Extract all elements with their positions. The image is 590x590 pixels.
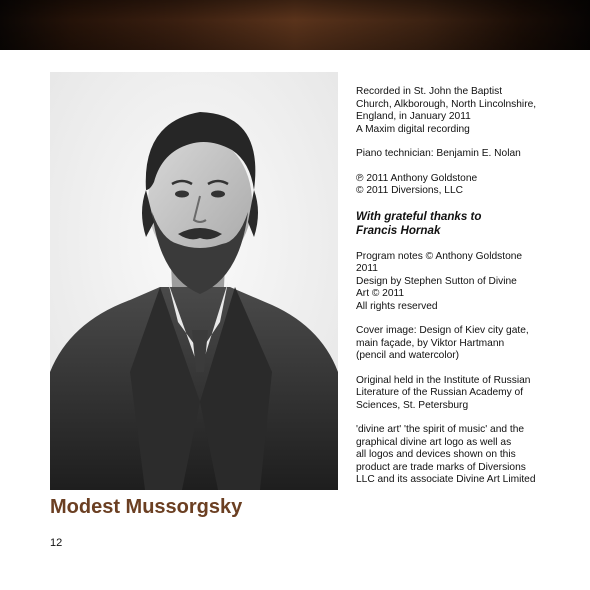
trademark-line: 'divine art' 'the spirit of music' and the <box>356 424 525 435</box>
cover-line: Cover image: Design of Kiev city gate, <box>356 325 529 336</box>
notes-line: Art © 2011 <box>356 288 405 299</box>
trademark-line: graphical divine art logo as well as <box>356 436 512 448</box>
copyright-info <box>356 173 556 198</box>
thanks-line: With grateful thanks to <box>356 209 482 223</box>
cover-image-info <box>356 325 556 363</box>
cover-line: main façade, by Viktor Hartmann <box>356 337 505 349</box>
original-line: Original held in the Institute of Russian <box>356 374 531 386</box>
recording-line: Church, Alkborough, North Lincolnshire, <box>356 98 537 110</box>
cover-line: (pencil and watercolor) <box>356 350 460 361</box>
recording-line: England, in January 2011 <box>356 111 471 122</box>
trademark-line: LLC and its associate Divine Art Limited <box>356 474 536 485</box>
portrait-illustration <box>50 72 338 490</box>
original-line: Sciences, St. Petersburg <box>356 399 469 411</box>
thanks-line: Francis Hornak <box>356 223 441 237</box>
notes-line: 2011 <box>356 263 378 274</box>
copyright-line: © 2011 Diversions, LLC <box>356 185 463 196</box>
header-band <box>0 0 590 50</box>
portrait-photo <box>50 72 338 490</box>
notes-line: Design by Stephen Sutton of Divine <box>356 275 517 287</box>
portrait-caption: Modest Mussorgsky <box>50 496 243 518</box>
recording-line: Recorded in St. John the Baptist <box>356 86 503 97</box>
trademark-info <box>356 424 556 487</box>
recording-info <box>356 86 556 136</box>
acknowledgement <box>356 210 556 238</box>
technician-info <box>356 148 556 161</box>
notes-info <box>356 251 556 314</box>
credits-column <box>356 86 556 499</box>
notes-line: Program notes © Anthony Goldstone <box>356 250 523 262</box>
original-line: Literature of the Russian Academy of <box>356 387 524 398</box>
trademark-line: all logos and devices shown on this <box>356 449 516 460</box>
technician-line: Piano technician: Benjamin E. Nolan <box>356 148 521 159</box>
original-info <box>356 375 556 413</box>
notes-line: All rights reserved <box>356 300 438 312</box>
phonogram-line: ℗ 2011 Anthony Goldstone <box>356 172 478 184</box>
trademark-line: product are trade marks of Diversions <box>356 461 526 473</box>
recording-line: A Maxim digital recording <box>356 123 470 135</box>
page-number: 12 <box>50 537 63 549</box>
